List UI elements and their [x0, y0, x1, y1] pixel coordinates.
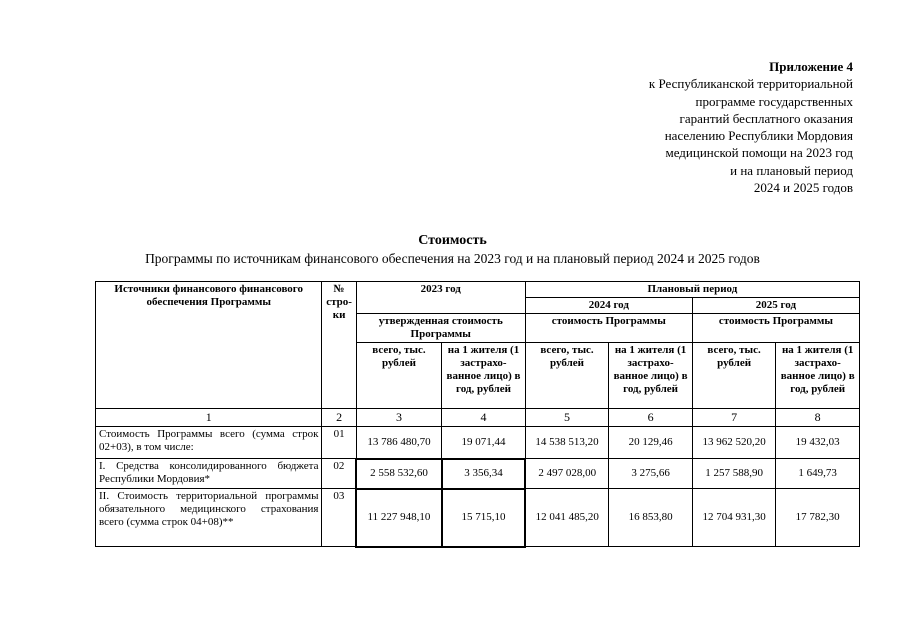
cell-value: 19 432,03 [776, 427, 860, 459]
header-program-cost-2025: стоимость Программы [692, 314, 859, 343]
table-row [96, 459, 860, 489]
header-per-capita-2023: на 1 жителя (1 застрахо- ванное лицо) в год, рублей [442, 343, 526, 409]
row-number: 01 [322, 427, 356, 459]
header-per-capita-2025: на 1 жителя (1 застрахо- ванное лицо) в год, рублей [776, 343, 860, 409]
header-program-cost-2024: стоимость Программы [525, 314, 692, 343]
row-name: Стоимость Программы всего (сумма строк 02+03), в том числе: [96, 427, 322, 459]
appendix-block [649, 58, 853, 196]
cell-value: 13 786 480,70 [356, 427, 442, 459]
cell-value: 1 649,73 [776, 459, 860, 489]
appendix-line: населению Республики Мордовия [664, 128, 853, 144]
cell-value: 2 558 532,60 [356, 459, 442, 489]
document-title: Стоимость [418, 233, 487, 248]
table-row [96, 489, 860, 547]
appendix-line: и на плановый период [730, 162, 853, 178]
cell-value: 1 257 588,90 [692, 459, 776, 489]
column-number: 4 [442, 409, 526, 427]
appendix-heading: Приложение 4 [769, 59, 853, 74]
column-number: 3 [356, 409, 442, 427]
appendix-line: к Республиканской территориальной [648, 76, 853, 92]
appendix-line: медицинской помощи на 2023 год [665, 145, 853, 161]
column-number: 5 [525, 409, 609, 427]
header-row-number: № стро- ки [322, 282, 356, 409]
column-number: 1 [96, 409, 322, 427]
cell-value: 13 962 520,20 [692, 427, 776, 459]
header-total-2024: всего, тыс. рублей [525, 343, 609, 409]
cell-value: 2 497 028,00 [525, 459, 609, 489]
cell-value: 14 538 513,20 [525, 427, 609, 459]
cell-value: 11 227 948,10 [356, 489, 442, 547]
document-title-block [0, 232, 905, 267]
header-approved-cost: утвержденная стоимость Программы [356, 314, 525, 343]
cell-value: 3 275,66 [609, 459, 693, 489]
column-number: 6 [609, 409, 693, 427]
row-name: I. Средства консолидированного бюджета Республики Мордовия* [96, 459, 322, 489]
appendix-line: 2024 и 2025 годов [753, 180, 853, 196]
header-total-2023: всего, тыс. рублей [356, 343, 442, 409]
column-number: 8 [776, 409, 860, 427]
cell-value: 12 041 485,20 [525, 489, 609, 547]
row-number: 03 [322, 489, 356, 547]
column-number: 7 [692, 409, 776, 427]
cell-value: 19 071,44 [442, 427, 526, 459]
cell-value: 3 356,34 [442, 459, 526, 489]
header-year-2025: 2025 год [692, 298, 859, 314]
cell-value: 16 853,80 [609, 489, 693, 547]
header-year-2023: 2023 год [356, 282, 525, 314]
cell-value: 15 715,10 [442, 489, 526, 547]
header-year-2024: 2024 год [525, 298, 692, 314]
header-per-capita-2024: на 1 жителя (1 застрахо- ванное лицо) в год, рублей [609, 343, 693, 409]
appendix-line: гарантий бесплатного оказания [679, 110, 853, 126]
cell-value: 20 129,46 [609, 427, 693, 459]
appendix-line: программе государственных [695, 93, 853, 109]
cell-value: 17 782,30 [776, 489, 860, 547]
header-planned-period: Плановый период [525, 282, 859, 298]
column-number-row [96, 409, 860, 427]
table-row [96, 427, 860, 459]
cell-value: 12 704 931,30 [692, 489, 776, 547]
row-name: II. Стоимость территориальной программы обязательного медицинского страхования всего (сумма строк 04+08)** [96, 489, 322, 547]
header-source: Источники финансового финансового обеспечения Программы [96, 282, 322, 409]
document-subtitle: Программы по источникам финансового обеспечения на 2023 год и на плановый период 2024 и 2025 годов [145, 251, 760, 266]
header-total-2025: всего, тыс. рублей [692, 343, 776, 409]
row-number: 02 [322, 459, 356, 489]
financing-table [95, 281, 860, 548]
column-number: 2 [322, 409, 356, 427]
